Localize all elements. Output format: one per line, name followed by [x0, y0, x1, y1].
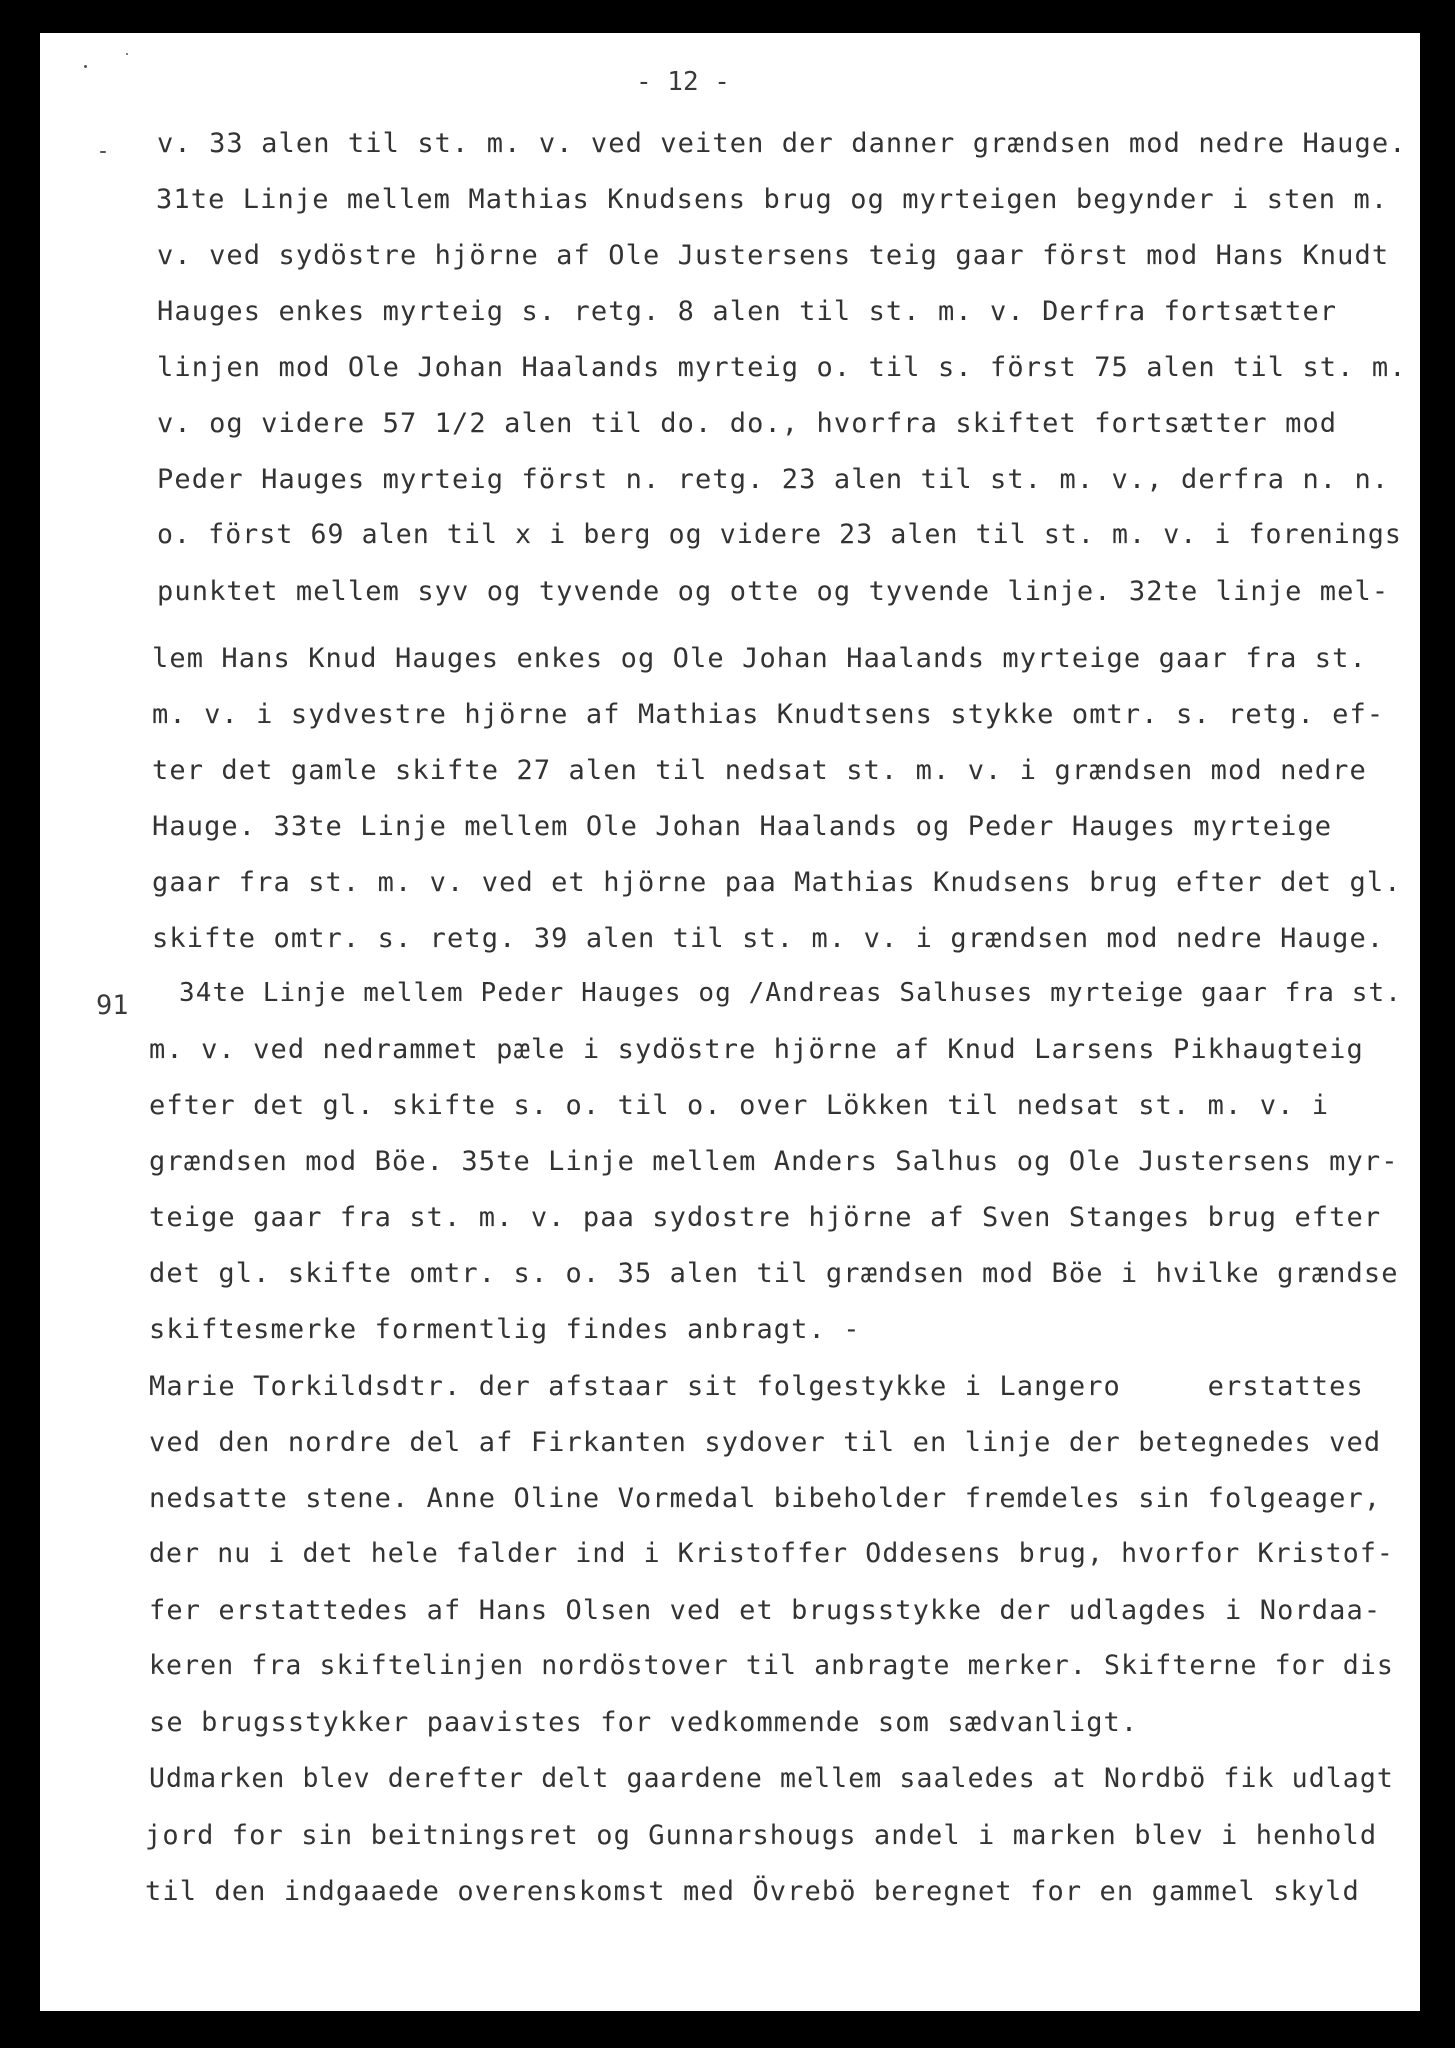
text-line: Udmarken blev derefter delt gaardene mellem saaledes at Nordbö fik udlagt — [149, 1763, 1394, 1794]
text-line: gaar fra st. m. v. ved et hjörne paa Mathias Knudsens brug efter det gl. — [152, 867, 1402, 898]
text-line: m. v. i sydvestre hjörne af Mathias Knudtsens stykke omtr. s. retg. ef- — [152, 699, 1385, 730]
margin-note: 91 — [96, 990, 129, 1021]
text-line: v. ved sydöstre hjörne af Ole Justersens teig gaar först mod Hans Knudt — [157, 240, 1390, 271]
text-line: m. v. ved nedrammet pæle i sydöstre hjörne af Knud Larsens Pikhaugteig — [149, 1034, 1364, 1065]
text-line: Peder Hauges myrteig först n. retg. 23 alen til st. m. v., derfra n. n. — [157, 464, 1390, 495]
text-line: ved den nordre del af Firkanten sydover til en linje der betegnedes ved — [149, 1427, 1382, 1458]
text-line: der nu i det hele falder ind i Kristoffer Oddesens brug, hvorfor Kristof- — [149, 1538, 1394, 1569]
text-line: lem Hans Knud Hauges enkes og Ole Johan Haalands myrteige gaar fra st. — [152, 643, 1367, 674]
text-line: grændsen mod Böe. 35te Linje mellem Anders Salhus og Ole Justersens myr- — [149, 1146, 1399, 1177]
text-line: v. og videre 57 1/2 alen til do. do., hvorfra skiftet fortsætter mod — [157, 408, 1338, 439]
text-line: punktet mellem syv og tyvende og otte og tyvende linje. 32te linje mel- — [157, 576, 1390, 607]
document-page — [40, 33, 1420, 2011]
text-line: Hauge. 33te Linje mellem Ole Johan Haalands og Peder Hauges myrteige — [152, 811, 1333, 842]
text-line: teige gaar fra st. m. v. paa sydostre hjörne af Sven Stanges brug efter — [149, 1202, 1382, 1233]
text-line: 34te Linje mellem Peder Hauges og /Andreas Salhuses myrteige gaar fra st. — [179, 978, 1402, 1008]
text-line: skifte omtr. s. retg. 39 alen til st. m. v. i grændsen mod nedre Hauge. — [152, 923, 1385, 954]
paper-speck — [126, 53, 128, 55]
text-line: til den indgaaede overenskomst med Övrebö beregnet for en gammel skyld — [145, 1876, 1360, 1907]
paper-speck — [100, 151, 106, 153]
text-line: fer erstattedes af Hans Olsen ved et brugsstykke der udlagdes i Nordaa- — [149, 1595, 1382, 1626]
text-line: ter det gamle skifte 27 alen til nedsat st. m. v. i grændsen mod nedre — [152, 755, 1367, 786]
page-number: - 12 - — [636, 67, 730, 97]
text-line: jord for sin beitningsret og Gunnarshougs andel i marken blev i henhold — [145, 1820, 1378, 1851]
text-line: 31te Linje mellem Mathias Knudsens brug og myrteigen begynder i sten m. — [156, 184, 1389, 215]
text-line: linjen mod Ole Johan Haalands myrteig o. til s. först 75 alen til st. m. — [157, 352, 1407, 383]
text-line: det gl. skifte omtr. s. o. 35 alen til grændsen mod Böe i hvilke grændse — [149, 1258, 1399, 1289]
text-line: Marie Torkildsdtr. der afstaar sit folgestykke i Langero erstattes — [149, 1371, 1364, 1402]
text-line: skiftesmerke formentlig findes anbragt. - — [149, 1314, 861, 1345]
text-line: keren fra skiftelinjen nordöstover til anbragte merker. Skifterne for dis — [149, 1650, 1394, 1681]
text-line: o. först 69 alen til x i berg og videre 23 alen til st. m. v. i forenings — [157, 519, 1402, 550]
text-line: v. 33 alen til st. m. v. ved veiten der danner grændsen mod nedre Hauge. — [157, 128, 1407, 159]
paper-speck — [84, 65, 87, 68]
text-line: Hauges enkes myrteig s. retg. 8 alen til st. m. v. Derfra fortsætter — [157, 296, 1338, 327]
text-line: efter det gl. skifte s. o. til o. over Lökken til nedsat st. m. v. i — [149, 1090, 1330, 1121]
text-line: nedsatte stene. Anne Oline Vormedal bibeholder fremdeles sin folgeager, — [149, 1483, 1382, 1514]
text-line: se brugsstykker paavistes for vedkommende som sædvanligt. — [149, 1707, 1139, 1738]
